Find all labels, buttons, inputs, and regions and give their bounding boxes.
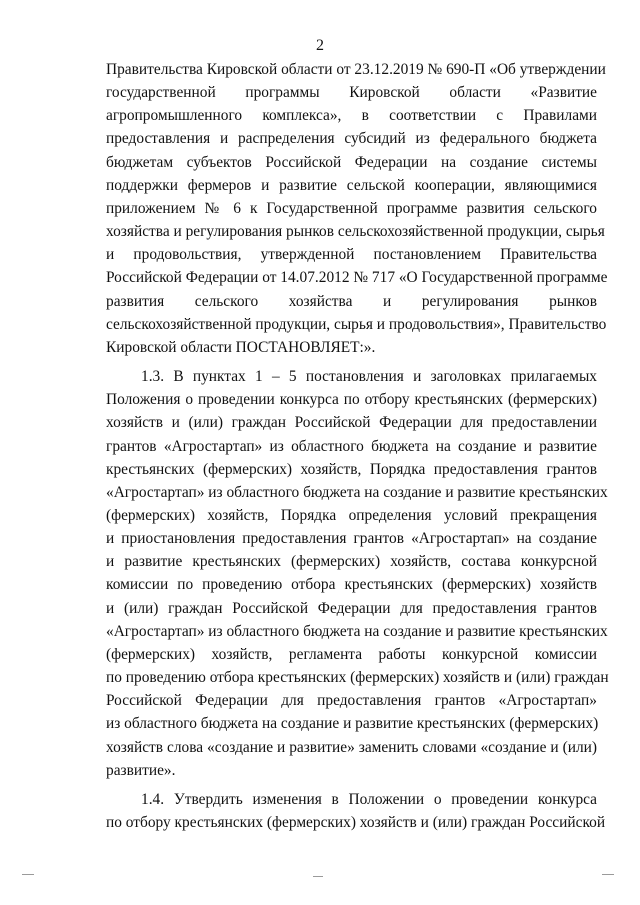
document-body [106,58,609,834]
text-line: хозяйств и (или) граждан Российской Федерации для предоставлении [106,414,597,432]
text-line: «Агростартап» из областного бюджета на создание и развитие крестьянских [106,483,608,501]
text-line: и продовольствия, утвержденной постановлением Правительства [106,246,597,264]
text-line: (фермерских) хозяйств, Порядка определения условий прекращения [106,506,597,524]
paragraph-preamble-continuation [106,58,608,359]
text-line: государственной программы Кировской области «Развитие [106,84,597,102]
text-line: развитие». [106,761,176,779]
text-line: агропромышленного комплекса», в соответствии с Правилами [106,107,597,125]
text-line: развития сельского хозяйства и регулирования рынков [106,292,597,310]
text-line: по отбору крестьянских (фермерских) хозяйств и (или) граждан Российской [106,814,606,831]
text-line: 1.4. Утвердить изменения в Положении о проведении конкурса [141,790,597,808]
text-line: сельскохозяйственной продукции, сырья и продовольствия», Правительство [106,315,607,333]
text-line: бюджетам субъектов Российской Федерации на создание системы [106,153,597,171]
paragraph-item-1-3 [106,365,609,782]
scan-mark [313,876,323,877]
text-line: «Агростартап» из областного бюджета на создание и развитие крестьянских [106,622,608,640]
text-line: поддержки фермеров и развитие сельской кооперации, являющимися [106,176,597,194]
text-line: комиссии по проведению отбора крестьянских (фермерских) хозяйств [106,576,597,594]
text-line: Правительства Кировской области от 23.12.2019 № 690-П «Об утверждении [106,61,606,78]
scan-mark [22,874,34,875]
text-line: Российской Федерации для предоставления грантов «Агростартап» [106,692,597,710]
text-line: по проведению отбора крестьянских (фермерских) хозяйств и (или) граждан [106,669,609,687]
text-line: и (или) граждан Российской Федерации для предоставления грантов [106,599,597,617]
text-line: хозяйств слова «создание и развитие» заменить словами «создание и (или) [106,738,597,756]
text-line: грантов «Агростартап» из областного бюджета на создание и развитие [106,437,597,455]
text-line: предоставления и распределения субсидий из федерального бюджета [106,130,597,148]
text-line: Кировской области ПОСТАНОВЛЯЕТ:». [106,338,376,356]
text-line: и приостановления предоставления грантов «Агростартап» на создание [106,530,597,548]
page-number: 2 [316,37,324,54]
scan-mark [602,874,614,875]
text-line: хозяйства и регулирования рынков сельскохозяйственной продукции, сырья [106,223,605,241]
paragraph-item-1-4 [106,788,606,834]
text-line: 1.3. В пунктах 1 – 5 постановления и заголовках прилагаемых [141,368,597,386]
text-line: и развитие крестьянских (фермерских) хозяйств, состава конкурсной [106,553,597,571]
text-line: (фермерских) хозяйств, регламента работы конкурсной комиссии [106,645,597,663]
text-line: крестьянских (фермерских) хозяйств, Порядка предоставления грантов [106,460,597,478]
text-line: приложением № 6 к Государственной программе развития сельского [106,199,597,217]
text-line: Положения о проведении конкурса по отбору крестьянских (фермерских) [106,391,597,409]
text-line: из областного бюджета на создание и развитие крестьянских (фермерских) [106,715,599,733]
text-line: Российской Федерации от 14.07.2012 № 717 «О Государственной программе [106,269,608,287]
